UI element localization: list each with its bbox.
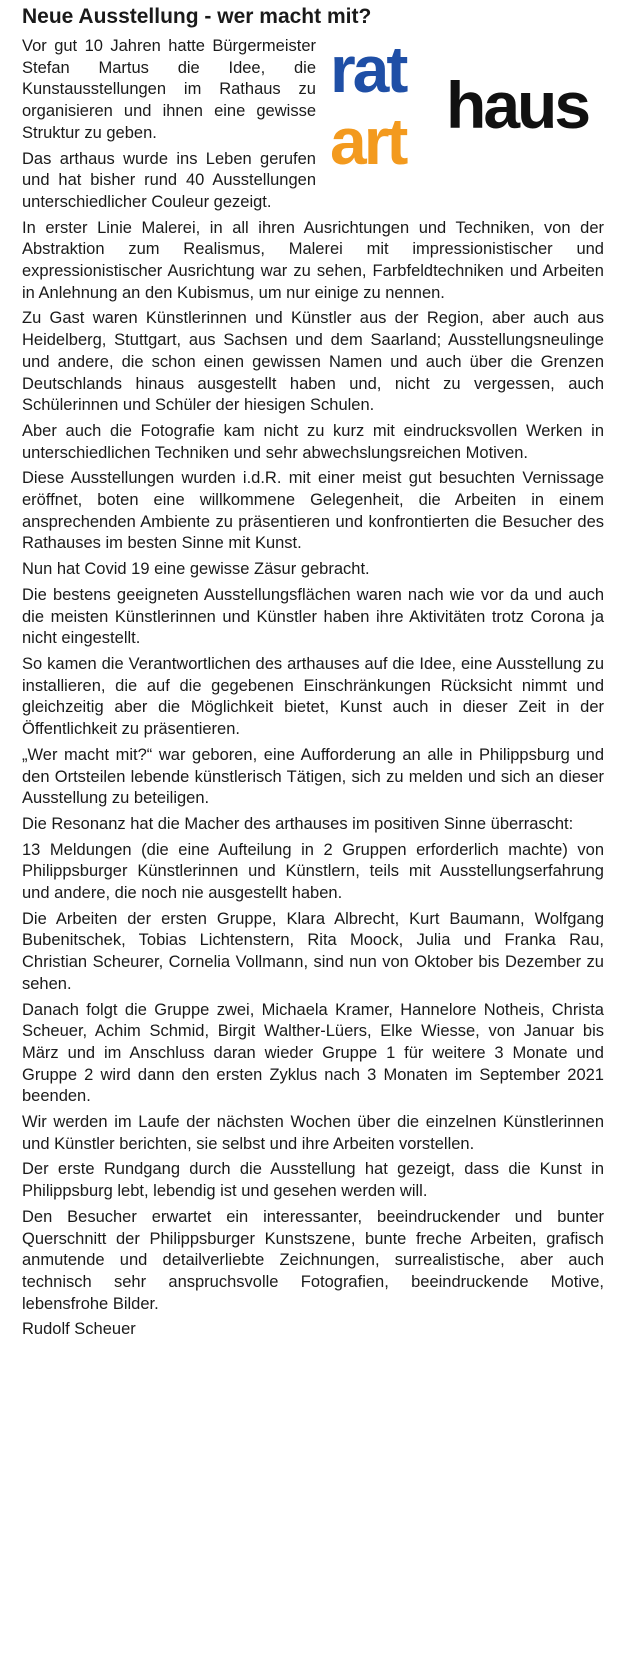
paragraph: Danach folgt die Gruppe zwei, Michaela Kramer, Hannelore Notheis, Christa Scheuer, Achim Schmid, Birgit Walther-Lüers, Elke Wiesse, von Januar bis März und im Anschluss daran wieder Gruppe 1 für weitere 3 Monate und Gruppe 2 wird dann den ersten Zyklus nach 3 Monaten im September 2021 beenden.: [22, 1000, 604, 1106]
paragraph: „Wer macht mit?“ war geboren, eine Aufforderung an alle in Philippsburg und den Ortsteilen lebende künstlerisch Tätigen, sich zu melden und sich an dieser Ausstellung zu beteiligen.: [22, 745, 604, 808]
paragraph: Die bestens geeigneten Ausstellungsflächen waren nach wie vor da und auch die meisten Künstlerinnen und Künstler haben ihre Aktivitäten trotz Corona ja nicht eingestellt.: [22, 585, 604, 648]
logo-word-art: art: [330, 104, 406, 170]
article: [22, 4, 604, 1345]
paragraph: Aber auch die Fotografie kam nicht zu kurz mit eindrucksvollen Werken in unterschiedlichen Techniken und sehr abwechslungsreichen Motiven.: [22, 421, 604, 462]
paragraph: Nun hat Covid 19 eine gewisse Zäsur gebracht.: [22, 560, 370, 579]
paragraph: In erster Linie Malerei, in all ihren Ausrichtungen und Techniken, von der Abstraktion zum Realismus, Malerei mit impressionistischer und expressionistischer Ausrichtung war zu sehen, Farbfeldtechniken und Arbeiten in Anlehnung an den Kubismus, um nur einige zu nennen.: [22, 218, 604, 302]
paragraph: Diese Ausstellungen wurden i.d.R. mit einer meist gut besuchten Vernissage eröffnet, boten eine willkommene Gelegenheit, die Arbeiten in einem ansprechenden Ambiente zu präsentieren und konfrontierten die Besucher des Rathauses im besten Sinne mit Kunst.: [22, 469, 604, 553]
paragraph: Die Resonanz hat die Macher des arthauses im positiven Sinne überrascht:: [22, 814, 574, 833]
paragraph: Zu Gast waren Künstlerinnen und Künstler aus der Region, aber auch aus Heidelberg, Stuttgart, aus Sachsen und dem Saarland; Ausstellungsneulinge und andere, die schon einen gewissen Namen und auch über die Grenzen Deutschlands hinaus ausgestellt haben und, nicht zu vergessen, auch Schülerinnen und Schüler der hiesigen Schulen.: [22, 309, 604, 415]
article-title: Neue Ausstellung - wer macht mit?: [22, 5, 372, 28]
logo-word-rat: rat: [330, 40, 406, 106]
paragraph: Den Besucher erwartet ein interessanter, beeindruckender und bunter Querschnitt der Philippsburger Kunstszene, bunte freche Arbeiten, grafisch anmutende und detailverliebte Zeichnungen, surrealistische, aber auch technisch sehr anspruchsvolle Fotografien, beeindruckende Motive, lebensfrohe Bilder.: [22, 1207, 604, 1313]
article-author: Rudolf Scheuer: [22, 1320, 136, 1339]
arthaus-logo: [326, 40, 612, 170]
paragraph: So kamen die Verantwortlichen des arthauses auf die Idee, eine Ausstellung zu installieren, die auf die gegebenen Einschränkungen Rücksicht nimmt und gleichzeitig aber die Möglichkeit bietet, Kunst auch in dieser Zeit in der Öffentlichkeit zu präsentieren.: [22, 654, 604, 739]
paragraph: Vor gut 10 Jahren hatte Bürgermeister Stefan Martus die Idee, die Kunstausstellungen im Rathaus zu organisieren und ihnen eine gewisse Struktur zu geben.: [22, 37, 316, 142]
paragraph: Die Arbeiten der ersten Gruppe, Klara Albrecht, Kurt Baumann, Wolfgang Bubenitschek, Tobias Lichtenstern, Rita Moock, Julia und Franka Rau, Christian Scheurer, Cornelia Vollmann, sind nun von Oktober bis Dezember zu sehen.: [22, 909, 604, 993]
logo-word-haus: haus: [446, 68, 589, 142]
article-body: [22, 36, 604, 1341]
paragraph: 13 Meldungen (die eine Aufteilung in 2 Gruppen erforderlich machte) von Philippsburger Künstlerinnen und Künstlern, teils mit Ausstellungserfahrung und andere, die noch nie ausgestellt haben.: [22, 840, 604, 903]
paragraph: Wir werden im Laufe der nächsten Wochen über die einzelnen Künstlerinnen und Künstler berichten, sie selbst und ihre Arbeiten vorstellen.: [22, 1113, 604, 1153]
paragraph: Das arthaus wurde ins Leben gerufen und hat bisher rund 40 Ausstellungen unterschiedlicher Couleur gezeigt.: [22, 149, 316, 211]
paragraph: Der erste Rundgang durch die Ausstellung hat gezeigt, dass die Kunst in Philippsburg lebt, lebendig ist und gesehen werden will.: [22, 1160, 604, 1201]
